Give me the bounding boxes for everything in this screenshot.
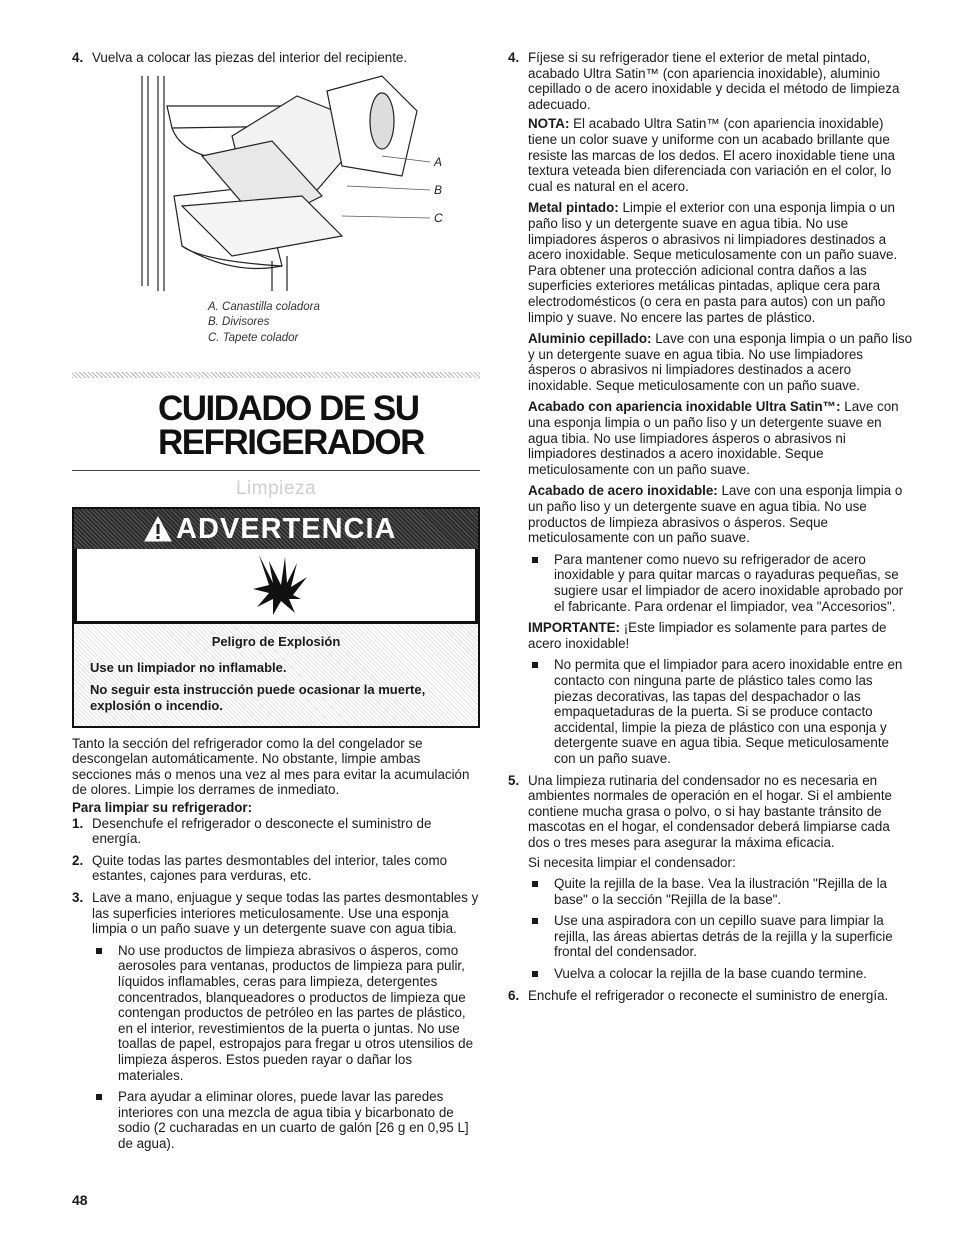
aluminio-text: Lave con una esponja limpia o un paño liso y un detergente suave en agua tibia. No use limpiadores ásperos o abrasivos ni limpiadores destinados a acero inoxidable. Seque meticulosamente con un paño suave. bbox=[528, 331, 913, 393]
satin-label: Acabado con apariencia inoxidable Ultra Satin™: bbox=[528, 399, 841, 415]
step-text: Vuelva a colocar las piezas del interior del recipiente. bbox=[92, 50, 408, 65]
explosion-icon bbox=[251, 553, 311, 617]
warning-box bbox=[72, 507, 480, 728]
step-text: Enchufe el refrigerador o reconecte el suministro de energía. bbox=[528, 987, 889, 1003]
step-number: 6. bbox=[508, 987, 520, 1003]
aluminio-paragraph bbox=[528, 331, 913, 393]
hazard-title: Peligro de Explosión bbox=[211, 633, 341, 649]
section-title bbox=[158, 389, 480, 463]
step-number: 3. bbox=[72, 890, 84, 906]
metal-paragraph bbox=[528, 200, 913, 325]
acero-text: Lave con una esponja limpia o un paño liso y un detergente suave en agua tibia. No use productos de limpieza abrasivos o ásperos. Seque meticulosamente con un paño suave. bbox=[528, 483, 903, 546]
list-item: Use una aspiradora con un cepillo suave para limpiar la rejilla, las áreas abiertas detrás de la rejilla y la superficie frontal del condensador. bbox=[528, 913, 913, 960]
step-6 bbox=[508, 988, 913, 1004]
acero-label: Acabado de acero inoxidable: bbox=[528, 483, 718, 499]
nota-text: El acabado Ultra Satin™ (con apariencia inoxidable) tiene un color suave y uniforme con un acabado brillante que resiste las marcas de los dedos. El acero inoxidable tiene una textura veteada bien diferenciada con variación en el color, lo cual es natural en el acero. bbox=[528, 116, 895, 194]
step-1 bbox=[72, 816, 480, 847]
hazard-instruction: Use un limpiador no inflamable. bbox=[90, 659, 287, 675]
importante-label: IMPORTANTE: bbox=[528, 620, 620, 636]
step-text: Desenchufe el refrigerador o desconecte el suministro de energía. bbox=[92, 815, 432, 847]
warning-symbol-area bbox=[74, 549, 478, 621]
satin-text: Lave con una esponja limpia o un paño liso y un detergente suave en agua tibia. No use limpiadores ásperos o abrasivos ni limpiadores destinados a acero inoxidable. Seque meticulosamente con un paño suave. bbox=[528, 399, 899, 477]
condensador-intro: Si necesita limpiar el condensador: bbox=[528, 854, 736, 870]
title-line-2: REFRIGERADOR bbox=[158, 423, 424, 463]
figure-captions bbox=[208, 300, 480, 347]
nota-label: NOTA: bbox=[528, 116, 570, 132]
caption-c: C. Tapete colador bbox=[208, 331, 299, 344]
step-text: Fíjese si su refrigerador tiene el exterior de metal pintado, acabado Ultra Satin™ (con apariencia inoxidable), aluminio cepillado o de acero inoxidable y decida el método de limpieza adecuado. bbox=[528, 50, 900, 112]
step-4-finish bbox=[508, 50, 913, 112]
nota-paragraph bbox=[528, 116, 913, 194]
left-column bbox=[72, 50, 480, 1152]
step-text: Lave a mano, enjuague y seque todas las partes desmontables y las superficies interiores meticulosamente. Use una esponja limpia o un paño suave y un detergente suave con agua tibia. bbox=[92, 890, 479, 937]
metal-label: Metal pintado: bbox=[528, 200, 619, 216]
list-item: No use productos de limpieza abrasivos o ásperos, como aerosoles para ventanas, productos de limpieza para pulir, líquidos inflamables, ceras para limpieza, detergentes concentrados, blanqueadores o productos de limpieza que contengan productos de petróleo en las partes de plástico, en el interior, revestimientos de la puerta o juntas. No use toallas de papel, estropajos para fregar u otros utensilios de limpieza ásperos. Estos pueden rayar o dañar los materiales. bbox=[92, 943, 480, 1083]
right-column bbox=[508, 50, 913, 1003]
figure-label-c: C bbox=[434, 210, 443, 225]
figure-label-b: B bbox=[434, 182, 443, 197]
caption-a: A. Canastilla coladora bbox=[208, 300, 320, 313]
step-4-reassemble bbox=[72, 50, 480, 66]
intro-paragraph: Tanto la sección del refrigerador como la del congelador se descongelan automáticamente. No obstante, limpie ambas secciones más o menos una vez al mes para evitar la acumulación de olores. Limpie los derrames de inmediato. bbox=[72, 735, 470, 798]
step-5 bbox=[508, 773, 913, 851]
importante-paragraph bbox=[528, 620, 913, 651]
step-3 bbox=[72, 890, 480, 937]
hazard-consequence: No seguir esta instrucción puede ocasionar la muerte, explosión o incendio. bbox=[90, 681, 426, 713]
warning-banner-text: ADVERTENCIA bbox=[176, 512, 397, 545]
caption-b: B. Divisores bbox=[208, 316, 270, 329]
step-number: 2. bbox=[72, 852, 84, 868]
figure-label-a: A bbox=[434, 154, 443, 169]
step-number: 5. bbox=[508, 772, 520, 788]
step-text: Una limpieza rutinaria del condensador no es necesaria en ambientes normales de operación en el hogar. Si el ambiente contiene mucha grasa o polvo, o si hay bastante tránsito de mascotas en el hogar, el condensador deberá limpiarse cada dos o tres meses para asegurar la máxima eficacia. bbox=[528, 772, 893, 850]
step-number: 4. bbox=[508, 50, 520, 65]
warning-triangle-icon bbox=[144, 516, 172, 542]
importante-text: ¡Este limpiador es solamente para partes de acero inoxidable! bbox=[528, 620, 887, 651]
step-number: 4. bbox=[72, 50, 84, 65]
title-line-1: CUIDADO DE SU bbox=[158, 389, 419, 429]
list-item: No permita que el limpiador para acero inoxidable entre en contacto con ninguna parte de plástico tales como las piezas decorativas, las tapas del despachador o las empaquetaduras de la puerta. Si se produce contacto accidental, limpie la pieza de plástico con una esponja y detergente suave en agua tibia. Seque meticulosamente con un paño suave. bbox=[528, 657, 913, 766]
list-item: Vuelva a colocar la rejilla de la base cuando termine. bbox=[528, 966, 913, 982]
acero-paragraph bbox=[528, 483, 913, 545]
title-rule bbox=[72, 470, 480, 471]
warning-text bbox=[74, 621, 478, 726]
crisper-figure bbox=[112, 66, 472, 298]
page-number: 48 bbox=[72, 1192, 88, 1208]
list-item: Para ayudar a eliminar olores, puede lavar las paredes interiores con una mezcla de agua tibia y bicarbonato de sodio (2 cucharadas en un cuarto de galón [26 g en 0,95 L] de agua). bbox=[92, 1089, 480, 1151]
satin-paragraph bbox=[528, 399, 913, 477]
step-text: Quite todas las partes desmontables del interior, tales como estantes, cajones para verduras, etc. bbox=[92, 852, 448, 884]
crisper-illustration bbox=[112, 66, 472, 298]
warning-banner bbox=[74, 509, 478, 549]
aluminio-label: Aluminio cepillado: bbox=[528, 331, 652, 347]
step-number: 1. bbox=[72, 815, 84, 831]
step-2 bbox=[72, 853, 480, 884]
list-item: Quite la rejilla de la base. Vea la ilustración "Rejilla de la base" o la sección "Rejilla de la base". bbox=[528, 876, 913, 907]
section-divider bbox=[72, 372, 480, 378]
clean-heading: Para limpiar su refrigerador: bbox=[72, 800, 253, 816]
subsection-title: Limpieza bbox=[235, 478, 317, 500]
list-item: Para mantener como nuevo su refrigerador de acero inoxidable y para quitar marcas o rayaduras pequeñas, se sugiere usar el limpiador de acero inoxidable aprobado por el fabricante. Para ordenar el limpiador, vea "Accesorios". bbox=[528, 552, 913, 614]
metal-text: Limpie el exterior con una esponja limpia o un paño liso y un detergente suave en agua tibia. No use limpiadores ásperos o abrasivos ni limpiadores destinados a acero inoxidable. Seque meticulosamente con un paño suave. Para obtener una protección adicional contra daños a las superficies exteriores metálicas pintadas, aplique cera para electrodomésticos (o cera en pasta para autos) con un paño limpio y suave. No encere las partes de plástico. bbox=[528, 200, 898, 325]
